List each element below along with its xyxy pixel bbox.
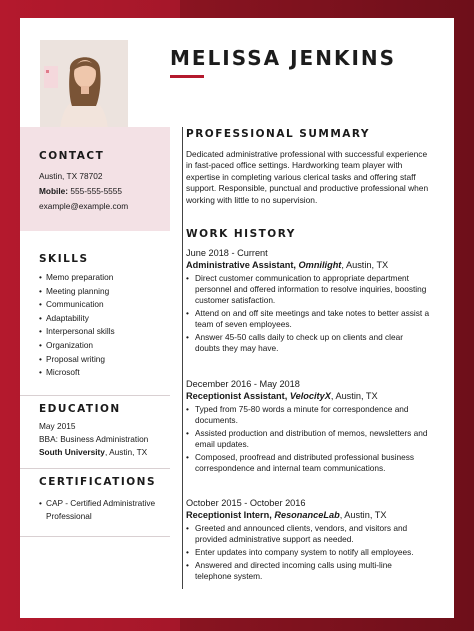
resume-page [20, 18, 454, 618]
job-location: , Austin, TX [341, 260, 389, 270]
job-bullets [186, 273, 430, 354]
job-company: Omnilight [298, 260, 342, 270]
skills-list [39, 271, 167, 380]
list-item: • Answered and directed incoming calls using multi-line telephone system. [186, 560, 430, 582]
skills-heading: SKILLS [39, 253, 89, 265]
contact-mobile-number: 555-555-5555 [70, 186, 123, 196]
list-item: • Meeting planning [39, 285, 167, 299]
summary-text: Dedicated administrative professional with successful experience in fast-paced office settings. Hardworking team player with expertise in completing various clerical tasks and offering staff support. Responsible, punctual and productive professional when working with little to no supervision. [186, 149, 429, 205]
profile-photo [40, 40, 128, 130]
job-bullets [186, 404, 430, 474]
section-divider [20, 395, 170, 396]
list-item: • Communication [39, 298, 167, 312]
education-school-name: South University [39, 447, 105, 457]
certifications-heading: CERTIFICATIONS [39, 476, 157, 488]
summary-heading: PROFESSIONAL SUMMARY [186, 128, 371, 140]
education-date: May 2015 [39, 421, 76, 431]
education-heading: EDUCATION [39, 403, 121, 415]
job-entry [186, 378, 430, 476]
job-entry [186, 247, 430, 356]
job-bullets [186, 523, 430, 582]
contact-mobile-label: Mobile: [39, 186, 69, 196]
list-item: • CAP - Certified Administrative Professional [39, 497, 167, 522]
list-item: • Organization [39, 339, 167, 353]
list-item: • Proposal writing [39, 353, 167, 367]
job-role: Receptionist Intern [186, 510, 270, 520]
list-item: • Typed from 75-80 words a minute for correspondence and documents. [186, 404, 430, 426]
certifications-list [39, 497, 167, 522]
list-item: • Interpersonal skills [39, 325, 167, 339]
contact-mobile [39, 185, 167, 199]
education-school-location: , Austin, TX [104, 447, 148, 457]
job-title: Receptionist Intern, ResonanceLab, Austin, TX [186, 510, 387, 520]
job-dates: October 2015 - October 2016 [186, 498, 306, 508]
job-dates: June 2018 - Current [186, 248, 268, 258]
work-history-heading: WORK HISTORY [186, 228, 296, 240]
job-dates: December 2016 - May 2018 [186, 379, 300, 389]
contact-location: Austin, TX 78702 [39, 171, 103, 181]
job-role: Administrative Assistant [186, 260, 294, 270]
list-item: • Memo preparation [39, 271, 167, 285]
candidate-name: MELISSA JENKINS [170, 46, 397, 70]
job-location: , Austin, TX [339, 510, 387, 520]
list-item: • Assisted production and distribution of memos, newsletters and email updates. [186, 428, 430, 450]
job-title: Administrative Assistant, Omnilight, Austin, TX [186, 260, 389, 270]
list-item: • Composed, proofread and distributed professional business correspondence and internal team communications. [186, 452, 430, 474]
job-company: ResonanceLab [274, 510, 340, 520]
profile-photo-illustration [40, 40, 128, 130]
contact-email: example@example.com [39, 201, 129, 211]
list-item: • Microsoft [39, 366, 167, 380]
list-item: • Enter updates into company system to notify all employees. [186, 547, 430, 558]
list-item: • Greeted and announced clients, vendors, and visitors and provided administrative support as needed. [186, 523, 430, 545]
education-school [39, 446, 167, 460]
section-divider [20, 536, 170, 537]
section-divider [20, 468, 170, 469]
list-item: • Adaptability [39, 312, 167, 326]
job-role: Receptionist Assistant [186, 391, 285, 401]
name-underline [170, 75, 204, 78]
list-item: • Attend on and off site meetings and take notes to better assist a team of seven employees. [186, 308, 430, 330]
list-item: • Direct customer communication to appropriate department personnel and offered information to resolve inquiries, boosting customer satisfaction. [186, 273, 430, 307]
list-item: • Answer 45-50 calls daily to check up on clients and clear doubts they may have. [186, 332, 430, 354]
job-location: , Austin, TX [330, 391, 378, 401]
job-title: Receptionist Assistant, VelocityX, Austin, TX [186, 391, 378, 401]
job-company: VelocityX [289, 391, 331, 401]
column-divider [182, 127, 183, 589]
contact-heading: CONTACT [39, 150, 105, 162]
job-entry [186, 497, 430, 584]
education-degree: BBA: Business Administration [39, 434, 149, 444]
